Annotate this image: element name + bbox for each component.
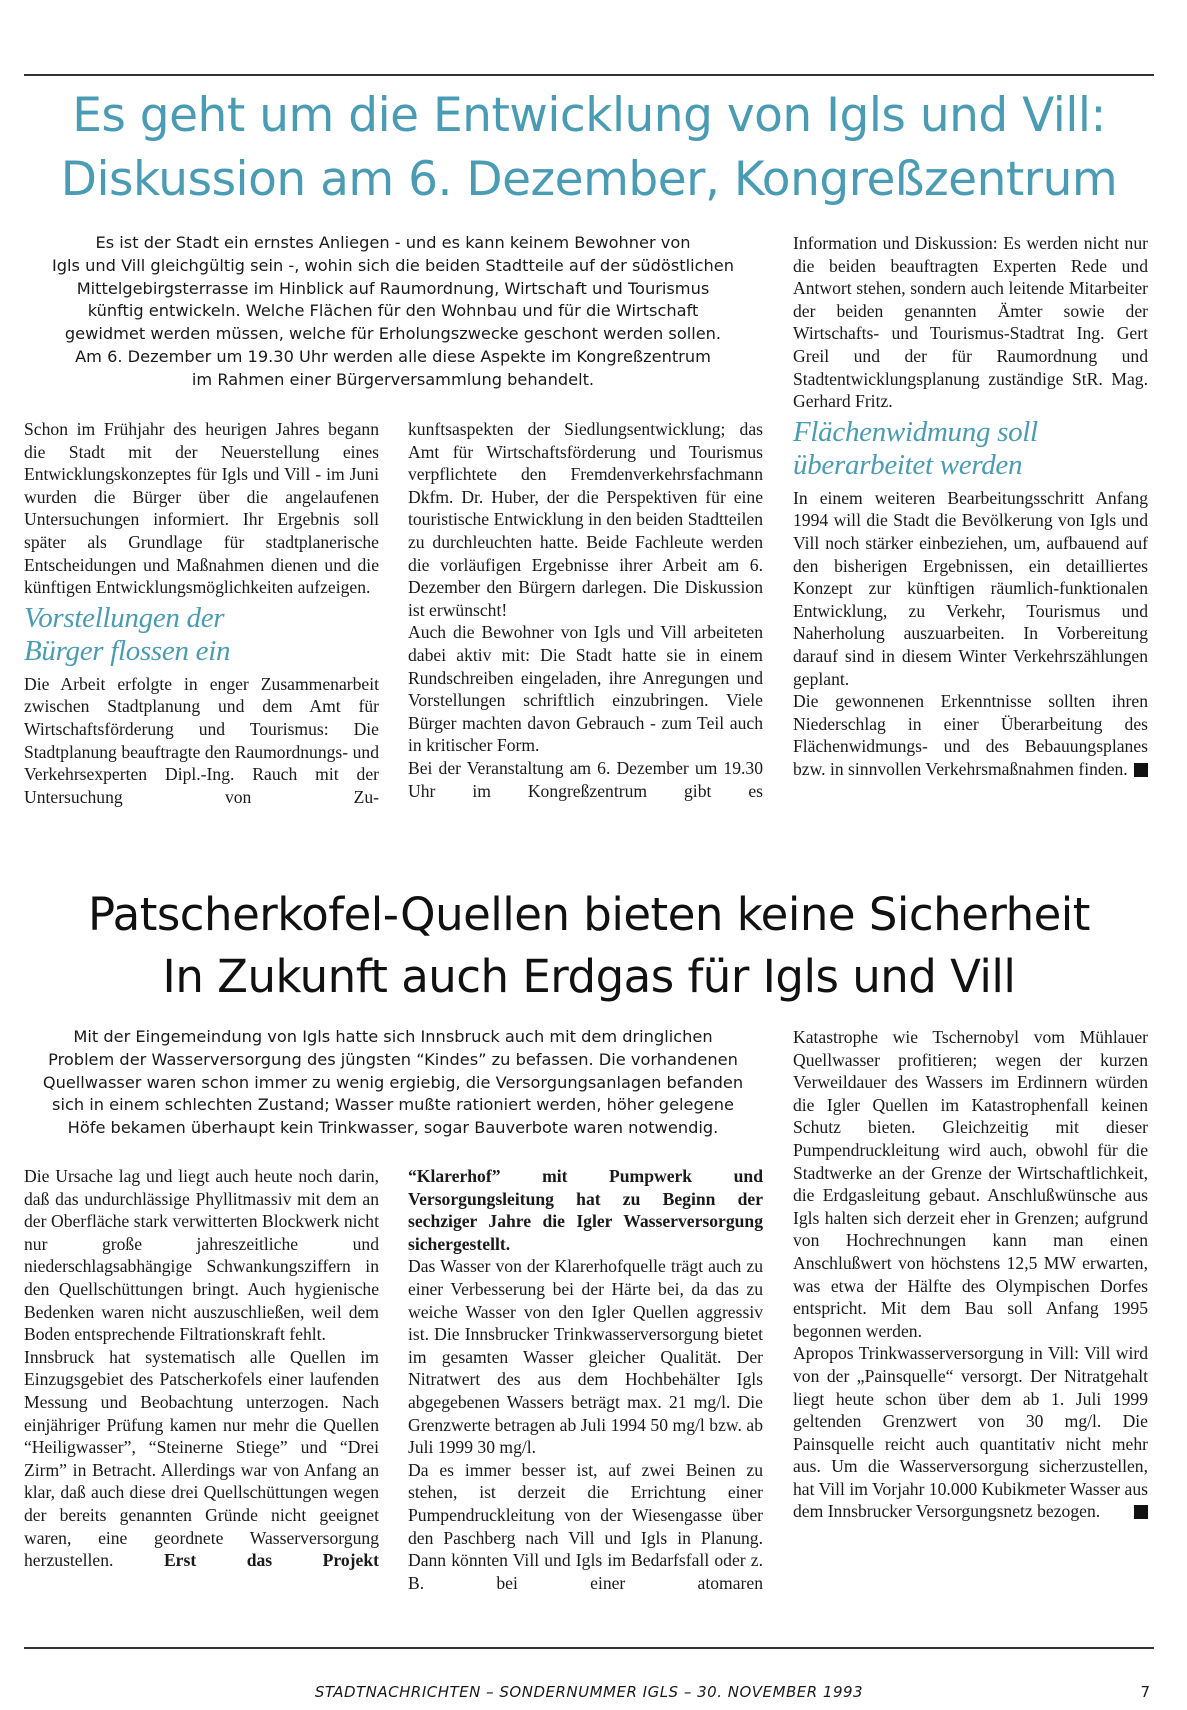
intro-line: gewidmet werden müssen, welche für Erholungszwecke geschont werden sollen.: [64, 324, 722, 344]
headline-line: In Zukunft auch Erdgas für Igls und Vill: [162, 950, 1016, 1003]
paragraph: Die Ursache lag und liegt auch heute noch darin, daß das undurchlässige Phyllitmassiv mit dem an der Oberfläche stark verwitterten Blockwerk nicht nur große jahreszeitliche und niederschlagsabhängige Schwankungsziffern in den Quellschüttungen bringt. Auch hygienische Bedenken waren nicht auszuschließen, weil dem Boden entsprechende Filtrationskraft fehlt.: [24, 1166, 379, 1345]
top-rule: [24, 74, 1154, 76]
article1-intro: [28, 232, 758, 392]
headline-line: Patscherkofel-Quellen bieten keine Sicherheit: [88, 888, 1090, 941]
paragraph: [793, 690, 1148, 780]
paragraph: [24, 1346, 379, 1572]
article2-intro: [28, 1026, 758, 1140]
footer-publication: STADTNACHRICHTEN – SONDERNUMMER IGLS – 30. NOVEMBER 1993: [314, 1683, 864, 1701]
paragraph-text: Apropos Trinkwasserversorgung in Vill: Vill wird von der „Painsquelle“ versorgt. Der Nitratgehalt liegt heute schon über dem ab 1. Juli 1999 geltenden Grenzwert von 30 mg/l. Die Painsquelle reicht auch quantitativ nicht mehr aus. Um die Wasserversorgung sicherzustellen, hat Vill im Vorjahr 10.000 Kubikmeter Wasser aus dem Innsbrucker Versorgungsnetz bezogen.: [793, 1343, 1148, 1522]
article1-headline: [24, 84, 1154, 212]
paragraph: Das Wasser von der Klarerhofquelle trägt auch zu einer Verbesserung bei der Härte bei, da das zu weiche Wasser von den Igler Quellen aggressiv ist. Die Innsbrucker Trinkwasserversorgung bietet im gesamten Wasser gleicher Qualität. Der Nitratwert des aus dem Hochbehälter Igls abgegebenen Wassers beträgt max. 21 mg/l. Die Grenzwerte betragen ab Juli 1994 50 mg/l bzw. ab Juli 1999 30 mg/l.: [408, 1256, 763, 1458]
intro-line: Igls und Vill gleichgültig sein -, wohin sich die beiden Stadtteile auf der südöstlichen: [52, 255, 734, 275]
intro-line: Mittelgebirgsterrasse im Hinblick auf Raumordnung, Wirtschaft und Tourismus: [76, 278, 710, 298]
headline-line: Diskussion am 6. Dezember, Kongreßzentrum: [60, 152, 1118, 207]
headline-line: Es geht um die Entwicklung von Igls und Vill:: [72, 88, 1106, 143]
article2-column-1: [24, 1165, 379, 1572]
page-number: 7: [1140, 1683, 1150, 1701]
intro-line: Es ist der Stadt ein ernstes Anliegen - und es kann keinem Bewohner von: [95, 233, 691, 252]
intro-line: Am 6. Dezember um 19.30 Uhr werden alle diese Aspekte im Kongreßzentrum: [75, 346, 711, 366]
article1-column-2: [408, 418, 763, 802]
intro-line: sich in einem schlechten Zustand; Wasser mußte rationiert werden, höher gelegene: [52, 1095, 734, 1115]
paragraph: Die Arbeit erfolgte in enger Zusammenarbeit zwischen Stadtplanung und dem Amt für Wirtschaftsförderung und Tourismus: Die Stadtplanung beauftragte den Raumordnungs- und Verkehrsexperten Dipl.-Ing. Rauch mit der Untersuchung von Zu-: [24, 673, 379, 807]
article2-headline: [24, 884, 1154, 1008]
article2-column-2: [408, 1165, 763, 1594]
subheading-line: Bürger flossen ein: [24, 634, 231, 667]
paragraph: Da es immer besser ist, auf zwei Beinen zu stehen, ist derzeit die Errichtung einer Pumpendruckleitung von der Wiesengasse über den Paschberg nach Vill und Igls in Planung. Dann könnten Vill und Igls im Bedarfsfall oder z. B. bei einer atomaren: [408, 1459, 763, 1593]
intro-line: im Rahmen einer Bürgerversammlung behandelt.: [191, 369, 595, 389]
intro-line: Mit der Eingemeindung von Igls hatte sich Innsbruck auch mit dem dringlichen: [73, 1027, 713, 1046]
end-mark-icon: [1134, 1505, 1148, 1519]
subheading-line: überarbeitet werden: [793, 448, 1023, 481]
bold-text: Erst das Projekt: [163, 1550, 379, 1571]
article1-column-1: [24, 418, 379, 808]
intro-line: Quellwasser waren schon immer zu wenig ergiebig, die Versorgungsanlagen befanden: [42, 1072, 744, 1092]
article1-column-3: [793, 232, 1148, 780]
end-mark-icon: [1134, 763, 1148, 777]
paragraph: Information und Diskussion: Es werden nicht nur die beiden beauftragten Experten Rede und Antwort stehen, sondern auch leitende Mitarbeiter der beiden genannten Ämter sowie der Wirtschafts- und Tourismus-Stadtrat Ing. Gert Greil und der für Raumordnung und Stadtentwicklungsplanung zuständige StR. Mag. Gerhard Fritz.: [793, 233, 1148, 412]
subheading-flaechenwidmung: [793, 416, 1148, 482]
intro-line: Problem der Wasserversorgung des jüngsten “Kindes” zu befassen. Die vorhandenen: [48, 1049, 738, 1069]
subheading-line: Flächenwidmung soll: [793, 415, 1038, 448]
paragraph: [793, 1342, 1148, 1523]
paragraph: Katastrophe wie Tschernobyl vom Mühlauer Quellwasser profitieren; wegen der kurzen Verweildauer des Wassers im Erdinnern würden die Igler Quellen im Katastrophenfall keinen Schutz bieten. Gleichzeitig mit dieser Pumpendruckleitung wird auch, obwohl für die Stadtwerke an der Grenze der Wirtschaftlichkeit, die Erdgasleitung gebaut. Anschlußwünsche aus Igls halten sich derzeit eher in Grenzen; aufgrund von Hochrechnungen kann man einen Anschlußwert von höchstens 12,5 MW erwarten, was etwa der Hälfte des Olympischen Dorfes entspricht. Mit dem Bau soll Anfang 1995 begonnen werden.: [793, 1027, 1148, 1341]
paragraph: Bei der Veranstaltung am 6. Dezember um 19.30 Uhr im Kongreßzentrum gibt es: [408, 757, 763, 801]
paragraph: Auch die Bewohner von Igls und Vill arbeiteten dabei aktiv mit: Die Stadt hatte sie in einem Rundschreiben eingeladen, ihre Anregungen und Vorstellungen schriftlich einzubringen. Viele Bürger machten davon Gebrauch - zum Teil auch in kritischer Form.: [408, 622, 763, 756]
page-footer: [24, 1680, 1154, 1704]
subheading-vorstellungen: [24, 602, 379, 668]
bold-paragraph: “Klarerhof” mit Pumpwerk und Versorgungsleitung hat zu Beginn der sechziger Jahre die Igler Wasserversorgung sichergestellt.: [408, 1166, 763, 1254]
subheading-line: Vorstellungen der: [24, 601, 225, 634]
paragraph-text: Die gewonnenen Erkenntnisse sollten ihren Niederschlag in einer Überarbeitung des Flächenwidmungs- und des Bebauungsplanes bzw. in sinnvollen Verkehrsmaßnahmen finden.: [793, 691, 1148, 779]
article2-column-3: [793, 1026, 1148, 1523]
intro-line: Höfe bekamen überhaupt kein Trinkwasser, sogar Bauverbote waren notwendig.: [67, 1118, 719, 1138]
paragraph-text: Innsbruck hat systematisch alle Quellen im Einzugsgebiet des Patscherkofels einer laufenden Messung und Beobachtung unterzogen. Nach einjähriger Prüfung kamen nur mehr die Quellen “Heiligwasser”, “Steinerne Stiege” und “Drei Zirm” in Betracht. Allerdings war von Anfang an klar, daß auch diese drei Quellschüttungen wegen der bereits genannten Gründe nicht geeignet waren, eine geordnete Wasserversorgung herzustellen.: [24, 1346, 379, 1571]
paragraph: Schon im Frühjahr des heurigen Jahres begann die Stadt mit der Neuerstellung eines Entwicklungskonzeptes für Igls und Vill - im Juni wurden die Bürger über die angelaufenen Untersuchungen informiert. Ihr Ergebnis soll später als Grundlage für stadtplanerische Entscheidungen und Maßnahmen dienen und die künftigen Entwicklungsmöglichkeiten aufzeigen.: [24, 419, 379, 598]
paragraph: kunftsaspekten der Siedlungsentwicklung; das Amt für Wirtschaftsförderung und Tourismus verpflichtete den Fremdenverkehrsfachmann Dkfm. Dr. Huber, der die Perspektiven für eine touristische Entwicklung in den beiden Stadtteilen zu durchleuchten hatte. Beide Fachleute werden die vorläufigen Ergebnisse ihrer Arbeit am 6. Dezember den Bürgern darlegen. Die Diskussion ist erwünscht!: [408, 419, 763, 620]
intro-line: künftig entwickeln. Welche Flächen für den Wohnbau und für die Wirtschaft: [87, 301, 699, 321]
paragraph: In einem weiteren Bearbeitungsschritt Anfang 1994 will die Stadt die Bevölkerung von Igls und Vill noch stärker einbeziehen, um, aufbauend auf den bisherigen Ergebnissen, ein detailliertes Konzept zur künftigen räumlich-funktionalen Entwicklung, zu Verkehr, Tourismus und Naherholung auszuarbeiten. In Vorbereitung darauf sind in diesem Winter Verkehrszählungen geplant.: [793, 487, 1148, 689]
bottom-rule: [24, 1647, 1154, 1649]
